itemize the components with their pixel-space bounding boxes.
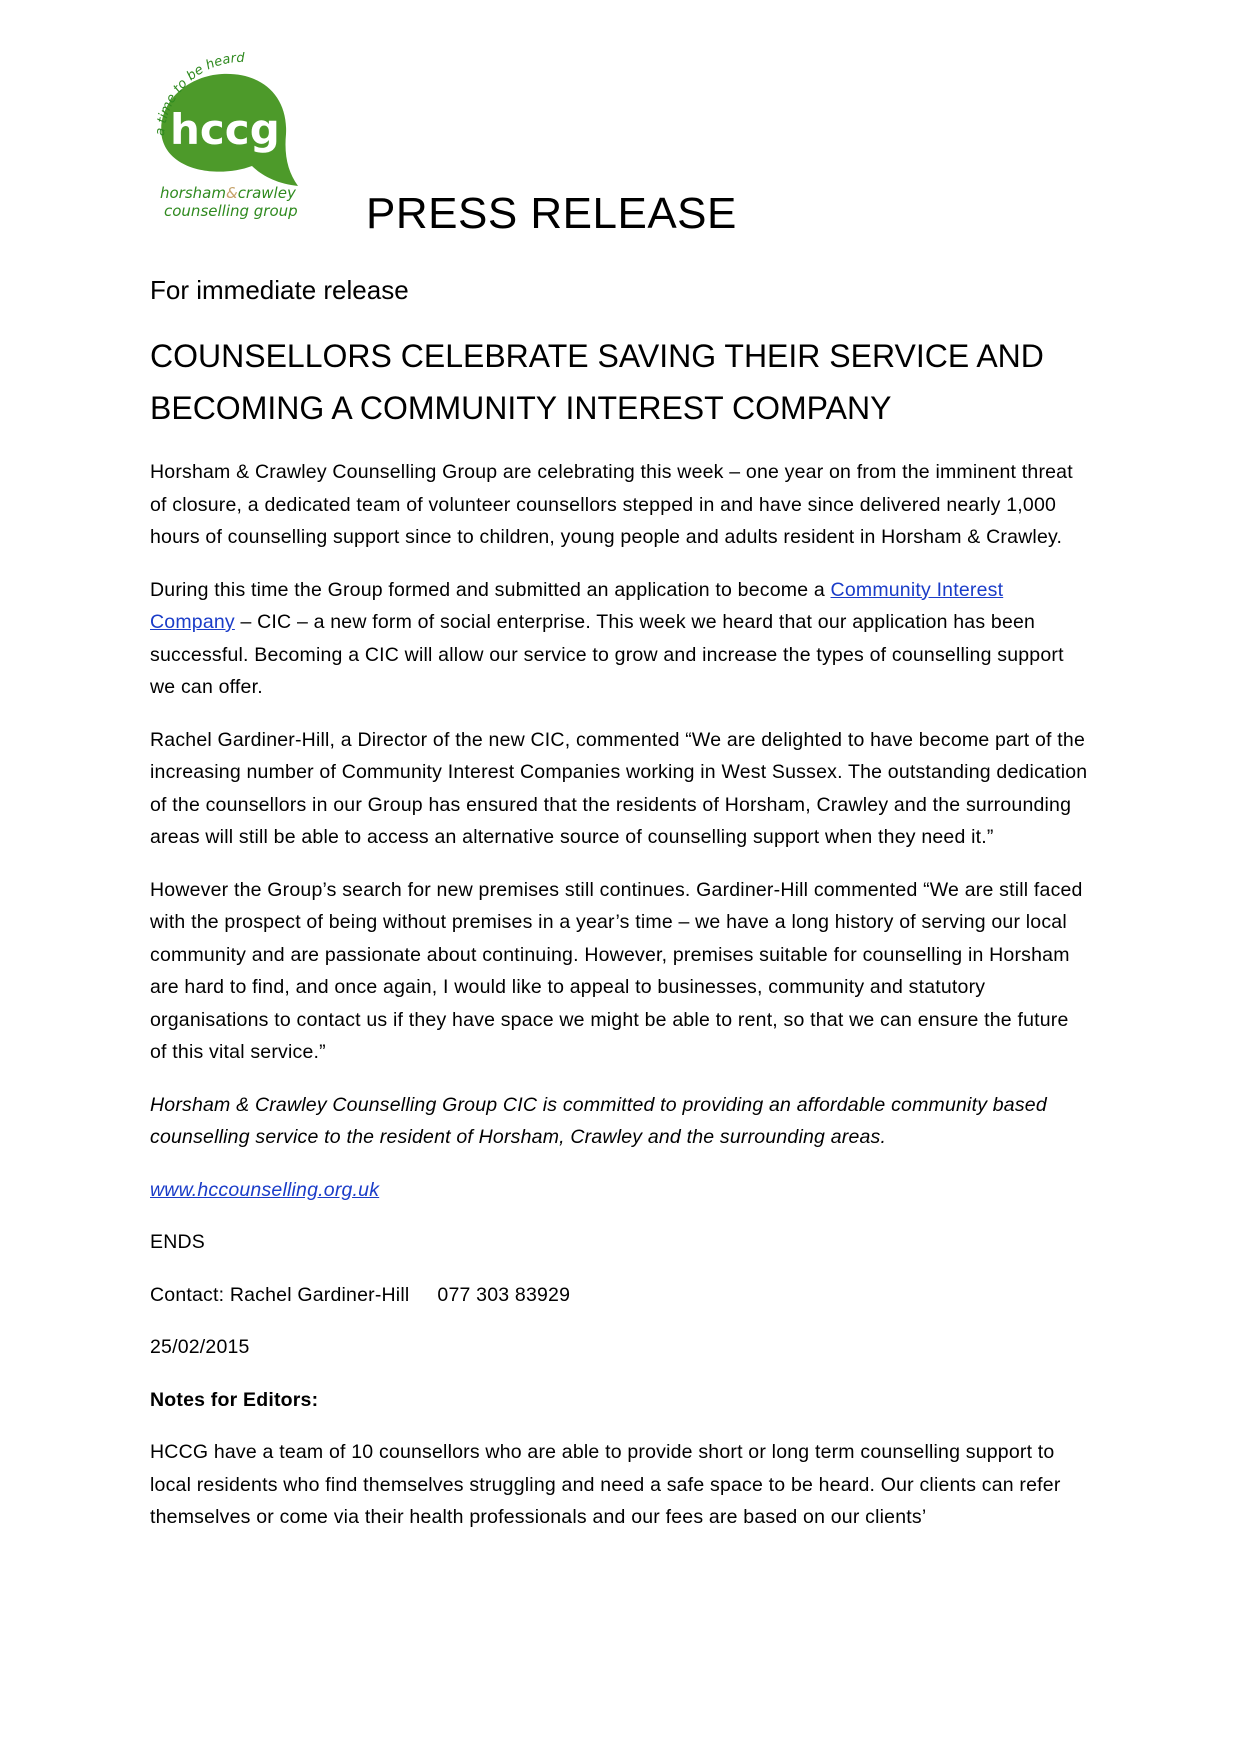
paragraph-cic-before: During this time the Group formed and submitted an application to become a <box>150 578 831 601</box>
paragraph-cic <box>150 574 1090 704</box>
press-release-title: PRESS RELEASE <box>366 189 737 238</box>
logo-arc-text: a time to be heard <box>152 50 245 137</box>
paragraph-director-quote: Rachel Gardiner-Hill, a Director of the new CIC, commented “We are delighted to have become part of the increasing number of Community Interest Companies working in West Sussex. The outstanding dedication of the counsellors in our Group has ensured that the residents of Horsham, Crawley and the surrounding areas will still be able to access an alternative source of counselling support when they need it.” <box>150 728 1088 848</box>
paragraph-premises: However the Group’s search for new premises still continues. Gardiner-Hill commented “We are still faced with the prospect of being without premises in a year’s time – we have a long history of serving our local community and are passionate about continuing. However, premises suitable for counselling in Horsham are hard to find, and once again, I would like to appeal to businesses, community and statutory organisations to contact us if they have space we might be able to rent, so that we can ensure the future of this vital service.” <box>150 878 1083 1063</box>
logo-initials: hccg <box>170 105 280 154</box>
paragraph-intro: Horsham & Crawley Counselling Group are celebrating this week – one year on from the imminent threat of closure, a dedicated team of volunteer counsellors stepped in and have since delivered nearly 1,000 hours of counselling support since to children, young people and adults resident in Horsham & Crawley. <box>150 461 1073 548</box>
logo-name-line2: counselling group <box>164 202 298 220</box>
website-link[interactable]: www.hccounselling.org.uk <box>150 1178 380 1201</box>
paragraph-mission: Horsham & Crawley Counselling Group CIC is committed to providing an affordable community based counselling service to the resident of Horsham, Crawley and the surrounding areas. <box>150 1093 1047 1148</box>
document-body <box>150 270 1090 1554</box>
release-date: 25/02/2015 <box>150 1336 250 1358</box>
community-interest-company-link[interactable]: Community Interest Company <box>150 578 1004 633</box>
website-line <box>150 1174 1090 1207</box>
hccg-logo-icon <box>150 44 362 228</box>
headline-line-2: BECOMING A COMMUNITY INTEREST COMPANY <box>150 390 892 426</box>
contact-name: Contact: Rachel Gardiner-Hill <box>150 1283 410 1306</box>
contact-line <box>150 1279 1090 1312</box>
notes-paragraph: HCCG have a team of 10 counsellors who are able to provide short or long term counselling support to local residents who find themselves struggling and need a safe space to be heard. Our clients can refer themselves or come via their health professionals and our fees are based on our clients’ <box>150 1441 1061 1528</box>
notes-heading: Notes for Editors: <box>150 1388 319 1411</box>
svg-text:horsham&crawley <box>160 184 297 202</box>
headline-line-1: COUNSELLORS CELEBRATE SAVING THEIR SERVICE AND <box>150 338 1044 374</box>
headline <box>150 330 1090 434</box>
logo-name-amp: & <box>225 184 238 202</box>
ends-marker: ENDS <box>150 1231 205 1253</box>
release-note: For immediate release <box>150 275 409 305</box>
logo-name-crawley: crawley <box>237 184 296 202</box>
logo-name-horsham: horsham <box>160 184 226 202</box>
hccg-logo <box>150 44 362 228</box>
paragraph-cic-after: – CIC – a new form of social enterprise. This week we heard that our application has been successful. Becoming a CIC will allow our service to grow and increase the types of counselling support we can offer. <box>150 611 1064 698</box>
contact-phone: 077 303 83929 <box>437 1283 571 1306</box>
